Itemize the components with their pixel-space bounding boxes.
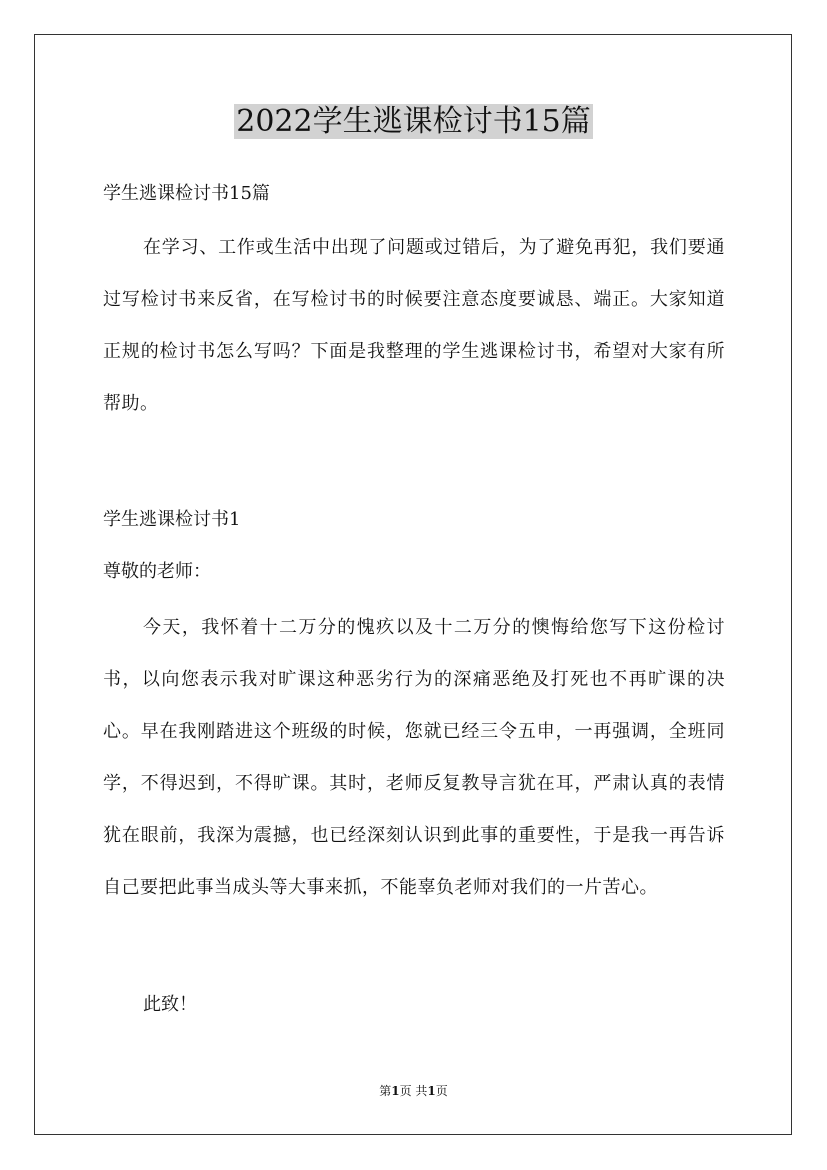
footer-mid: 页 共 (399, 1084, 428, 1098)
footer-current-page: 1 (391, 1084, 400, 1098)
salutation: 尊敬的老师： (103, 561, 211, 582)
footer-prefix: 第 (379, 1084, 392, 1098)
page-footer (0, 1083, 827, 1099)
body-paragraph: 今天，我怀着十二万分的愧疚以及十二万分的懊悔给您写下这份检讨书，以向您表示我对旷课这种恶劣行为的深痛恶绝及打死也不再旷课的决心。早在我刚踏进这个班级的时候，您就已经三令五申，一再强调，全班同学，不得迟到，不得旷课。其时，老师反复教导言犹在耳，严肃认真的表情犹在眼前，我深为震撼，也已经深刻认识到此事的重要性，于是我一再告诉自己要把此事当成头等大事来抓，不能辜负老师对我们的一片苦心。 (103, 617, 725, 898)
subtitle: 学生逃课检讨书15篇 (103, 183, 270, 204)
footer-total-pages: 1 (427, 1084, 436, 1098)
intro-paragraph: 在学习、工作或生活中出现了问题或过错后，为了避免再犯，我们要通过写检讨书来反省，在写检讨书的时候要注意态度要诚恳、端正。大家知道正规的检讨书怎么写吗？下面是我整理的学生逃课检讨书，希望对大家有所帮助。 (103, 237, 725, 414)
footer-suffix: 页 (435, 1084, 448, 1098)
section-heading: 学生逃课检讨书1 (103, 509, 241, 530)
document-title: 2022学生逃课检讨书15篇 (236, 104, 591, 139)
closing: 此致！ (143, 994, 197, 1015)
